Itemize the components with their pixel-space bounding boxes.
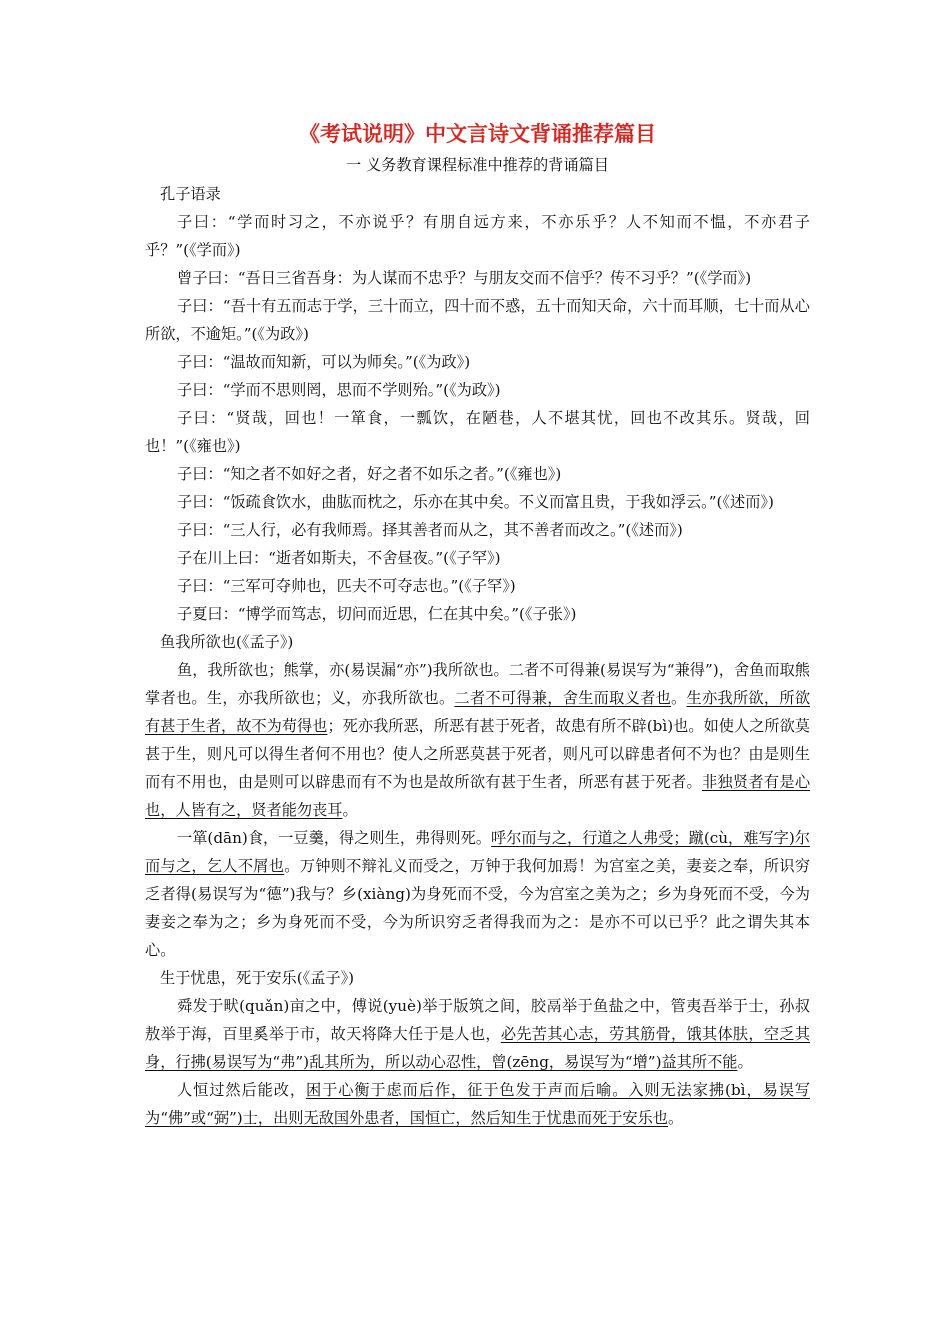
underlined-text: 必先苦其心志，劳其筋骨，饿其体肤，空乏其身，行拂(易误写为“弗”)乱其所为，所以动心忍性，曾(zēng，易误写为“增”)益其所不能: [145, 1025, 811, 1071]
quote-2: 曾子曰：“吾日三省吾身：为人谋而不忠乎？与朋友交而不信乎？传不习乎？”(《学而》): [177, 269, 752, 287]
document-page: [145, 118, 810, 1132]
shengyu-paragraph-1: [145, 992, 810, 1076]
yuwo-paragraph-1: [145, 656, 810, 824]
quote-7: 子曰：“知之者不如好之者，好之者不如乐之者。”(《雍也》): [177, 465, 562, 483]
text-run: 。: [737, 1053, 753, 1071]
quote-8: 子曰：“饭疏食饮水，曲肱而枕之，乐亦在其中矣。不义而富且贵，于我如浮云。”(《述而》): [177, 493, 774, 511]
underlined-text: 非独贤者有是心也，人皆有之，贤者能勿丧耳: [145, 773, 811, 819]
text-run: 一箪(dān)食，一豆羹，得之则生，弗得则死。: [177, 829, 492, 847]
kongzi-quotes: [145, 208, 810, 628]
quote-3: 子曰：“吾十有五而志于学，三十而立，四十而不惑，五十而知天命，六十而耳顺，七十而从心所欲，不逾矩。”(《为政》): [145, 297, 810, 343]
text-run: 。: [671, 689, 687, 707]
yuwo-paragraph-2: [145, 824, 810, 964]
quote-5: 子曰：“学而不思则罔，思而不学则殆。”(《为政》): [177, 381, 501, 399]
text-run: 。: [667, 1109, 684, 1127]
quote-6: 子曰：“贤哉，回也！一箪食，一瓢饮，在陋巷，人不堪其忧，回也不改其乐。贤哉，回也！”(《雍也》): [145, 409, 810, 455]
shengyu-heading: 生于忧患，死于安乐(《孟子》): [160, 969, 355, 987]
underlined-text: 二者不可得兼，舍生而取义者也: [454, 689, 672, 707]
text-run: 舜发于畎(quǎn)亩之中，傅说(yuè)举于版筑之间，胶鬲举于鱼盐之中，管夷吾举于士，孙叔敖举于海，百里奚举于市，故天将降大任于是人也，: [145, 997, 810, 1043]
quote-11: 子曰：“三军可夺帅也，匹夫不可夺志也。”(《子罕》): [177, 577, 516, 595]
quote-12: 子夏曰：“博学而笃志，切问而近思，仁在其中矣。”(《子张》): [177, 605, 577, 623]
underlined-text: 生亦我所欲，所欲有甚于生者，故不为苟得也: [145, 689, 811, 735]
text-run: ；死亦我所恶，所恶有甚于死者，故患有所不辟(bì)也。如使人之所欲莫甚于生，则凡可以得生者何不用也？使人之所恶莫甚于死者，则凡可以辟患者何不为也？由是则生而有不用也，由是则可以辟患而有不为也是故所欲有甚于生者，所恶有甚于死者。: [145, 717, 810, 791]
quote-9: 子曰：“三人行，必有我师焉。择其善者而从之，其不善者而改之。”(《述而》): [177, 521, 683, 539]
quote-1: 子曰：“学而时习之，不亦说乎？有朋自远方来，不亦乐乎？人不知而不愠，不亦君子乎？”(《学而》): [145, 213, 810, 259]
yuwo-heading: 鱼我所欲也(《孟子》): [160, 633, 294, 651]
shengyu-paragraph-2: [145, 1076, 810, 1132]
shengyu-text: [145, 992, 810, 1132]
underlined-text: 呼尔而与之，行道之人弗受；蹴(cù，难写字)尔而与之，乞人不屑也: [145, 829, 810, 875]
text-run: 。: [342, 801, 358, 819]
text-run: 。万钟则不辩礼义而受之，万钟于我何加焉！为宫室之美，妻妾之奉，所识穷乏者得(易误写为“德”)我与？乡(xiàng)为身死而不受，今为宫室之美为之；乡为身死而不受，今为妻妾之奉为之；乡为身死而不受，今为所识穷乏者得我而为之：是亦不可以已乎？此之谓失其本心。: [145, 857, 811, 959]
text-run: 人恒过然后能改，: [177, 1081, 306, 1099]
kongzi-heading: 孔子语录: [160, 185, 221, 203]
text-run: 鱼，我所欲也；熊掌，亦(易误漏“亦”)我所欲也。二者不可得兼(易误写为“兼得”)，舍鱼而取熊掌者也。生，亦我所欲也；义，亦我所欲也。: [145, 661, 810, 707]
quote-10: 子在川上曰：“逝者如斯夫，不舍昼夜。”(《子罕》): [177, 549, 501, 567]
underlined-text: 困于心衡于虑而后作，征于色发于声而后喻。入则无法家拂(bì，易误写为“佛”或“弼”)士，出则无敌国外患者，国恒亡，然后知生于忧患而死于安乐也: [145, 1081, 810, 1127]
document-title: 《考试说明》中文言诗文背诵推荐篇目: [299, 121, 656, 146]
yuwo-text: [145, 656, 810, 964]
quote-4: 子曰：“温故而知新，可以为师矣。”(《为政》): [177, 353, 471, 371]
section-subtitle: 一 义务教育课程标准中推荐的背诵篇目: [345, 156, 609, 174]
